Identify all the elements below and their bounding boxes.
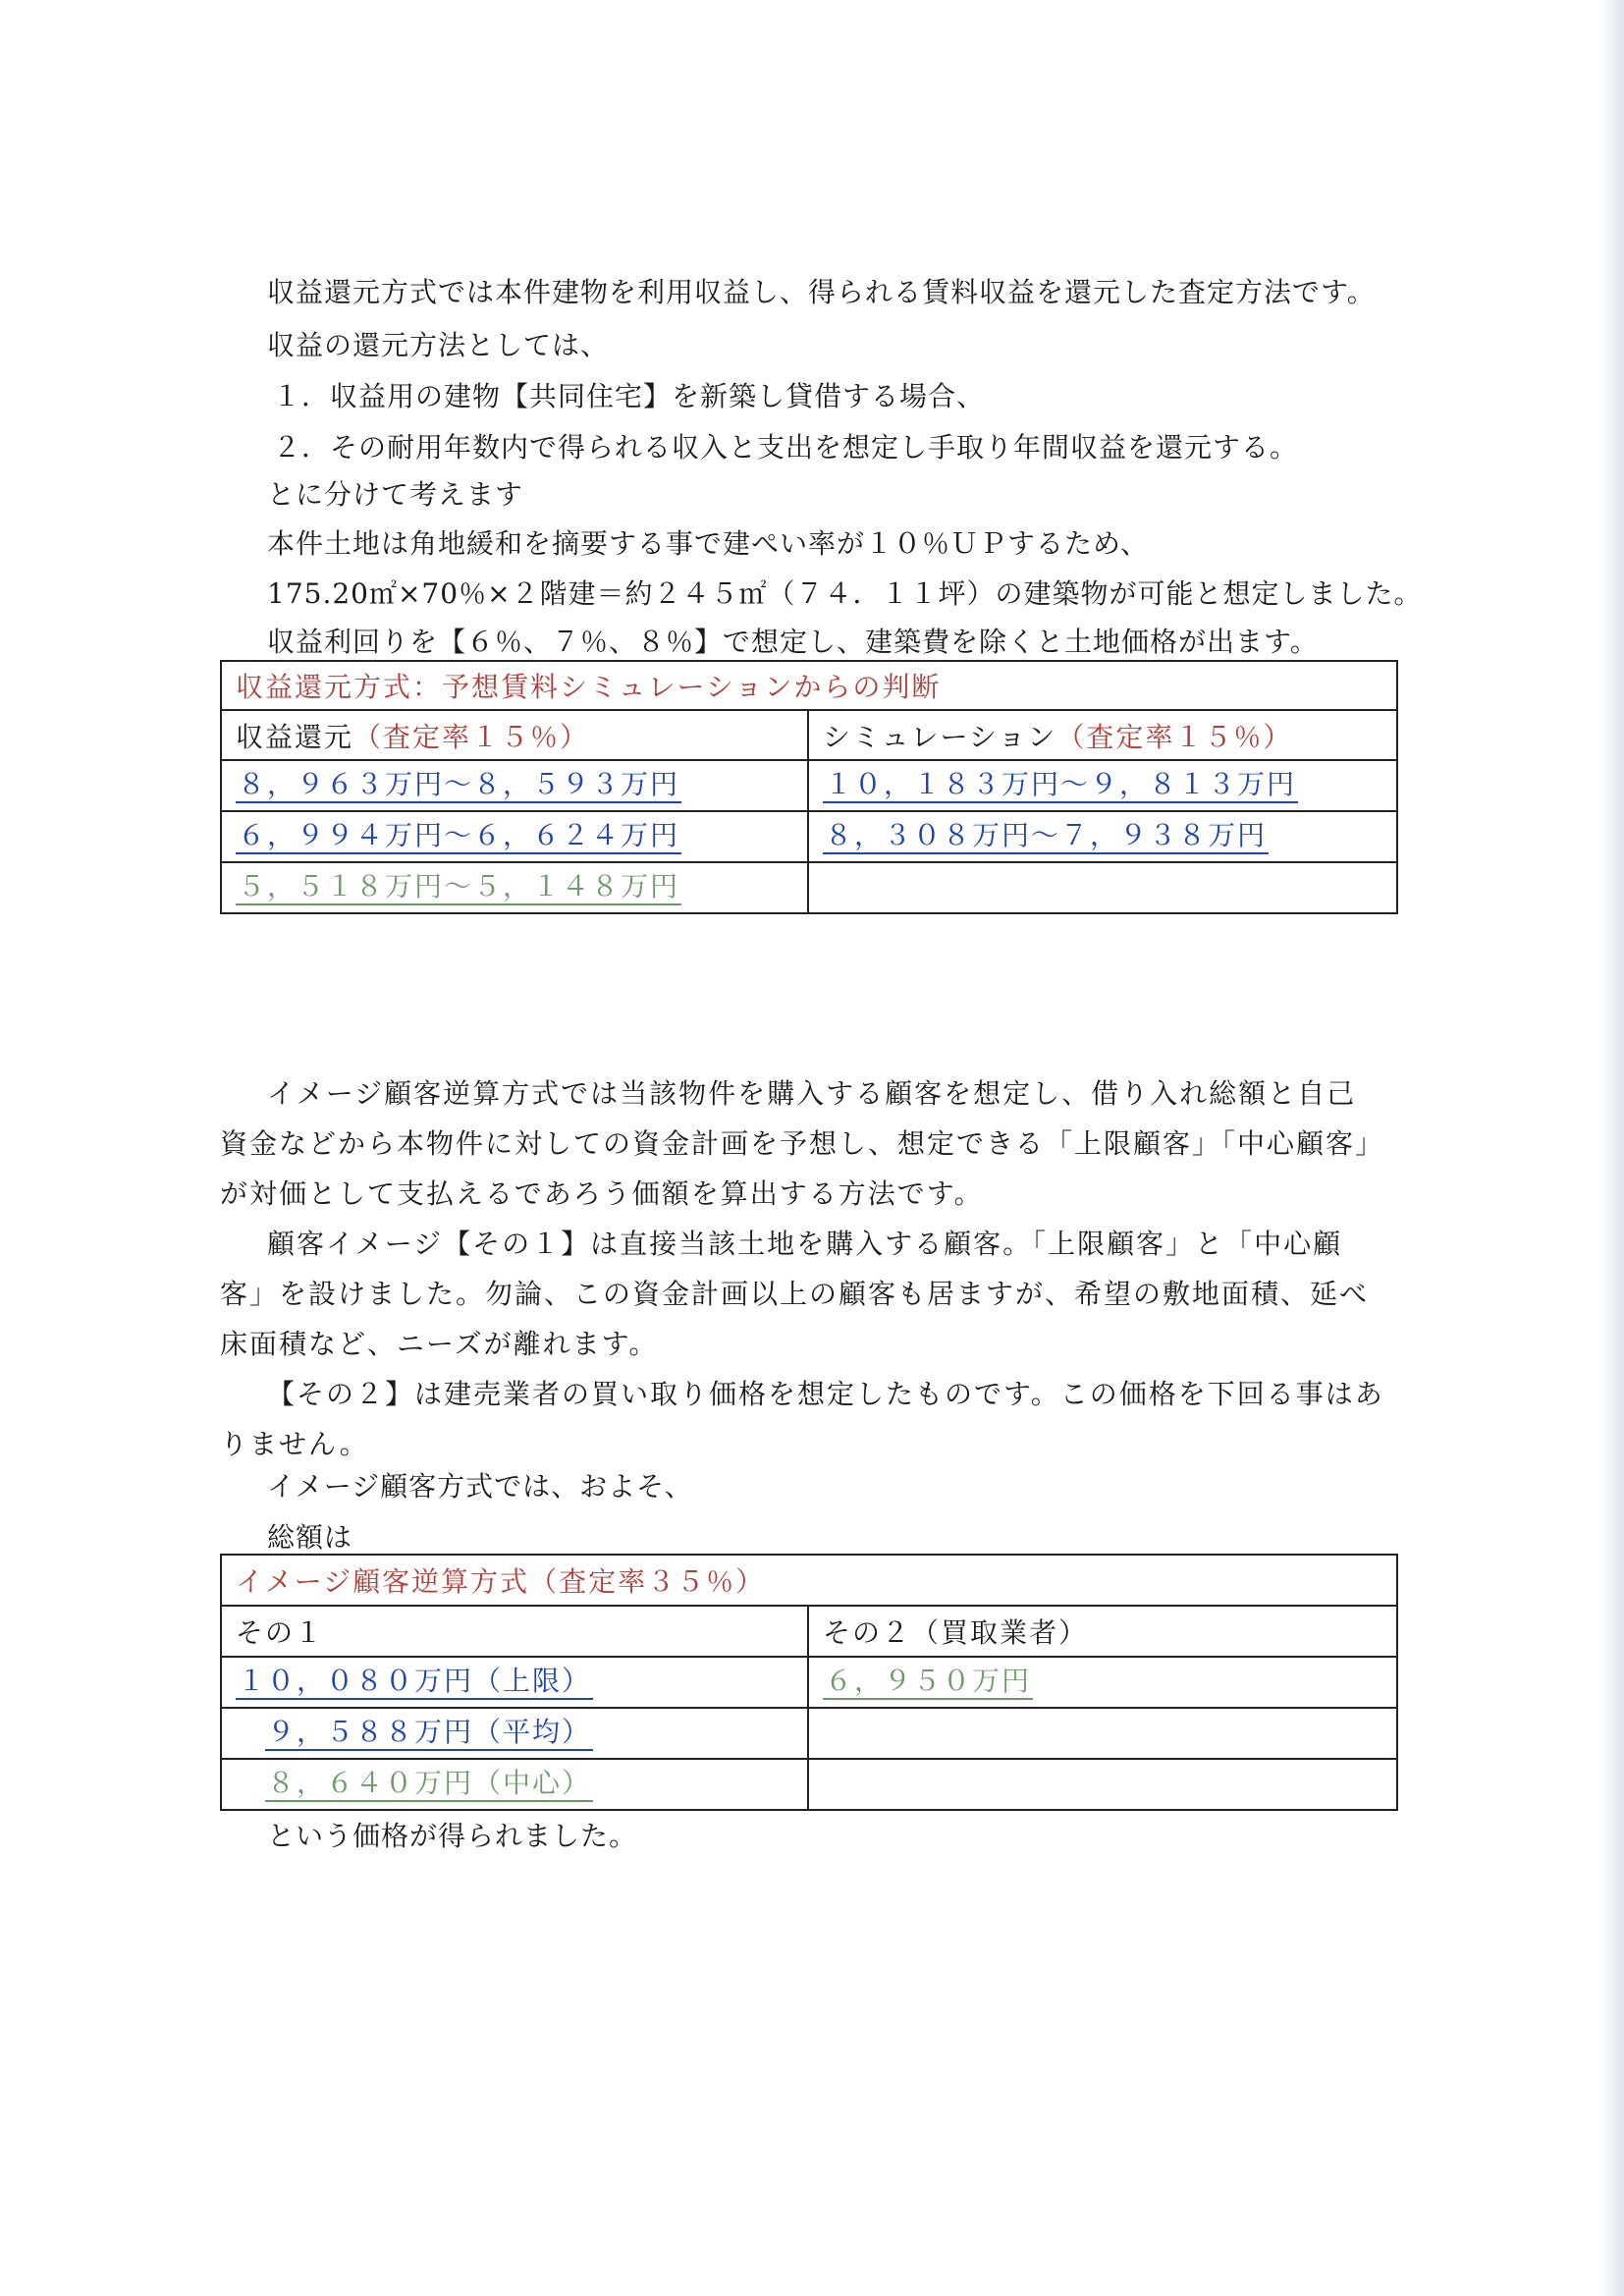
page-edge-shadow: [1598, 0, 1624, 2296]
body-line-5: 175.20㎡×70％×２階建＝約２４５㎡（７４．１１坪）の建築物が可能と想定しました。: [267, 577, 1423, 610]
table-header-income: [221, 710, 808, 760]
body-line-1: 収益還元方式では本件建物を利用収益し、得られる賃料収益を還元した査定方法です。: [267, 276, 1376, 308]
empty-cell: [808, 1708, 1397, 1759]
body-line-7: イメージ顧客方式では、およそ、: [267, 1470, 693, 1503]
body-line-3: とに分けて考えます: [267, 478, 524, 511]
table-header-customer-1: その１: [221, 1606, 808, 1657]
table-row: [221, 1708, 1397, 1759]
header-rate: （査定率１５％）: [1056, 720, 1293, 753]
customer-approach-table: [220, 1554, 1398, 1811]
list-item-1: １．収益用の建物【共同住宅】を新築し貸借する場合、: [273, 380, 986, 412]
empty-cell: [808, 1759, 1397, 1810]
header-label: 収益還元: [236, 720, 354, 753]
body-line-4: 本件土地は角地緩和を摘要する事で建ぺい率が１０％ＵＰするため、: [267, 527, 1149, 560]
value-cell: １０，１８３万円～９，８１３万円: [823, 768, 1298, 803]
table-header-customer-2: その２（買取業者）: [808, 1606, 1397, 1657]
list-item-2: ２．その耐用年数内で得られる収入と支出を想定し手取り年間収益を還元する。: [273, 431, 1299, 464]
header-rate: （査定率１５％）: [353, 720, 590, 753]
body-line-8: 総額は: [267, 1521, 353, 1554]
value-cell: ５，５１８万円～５，１４８万円: [236, 870, 681, 905]
value-cell: １０，０８０万円（上限）: [236, 1665, 593, 1700]
table-row: [221, 811, 1397, 862]
paragraph-1: イメージ顧客逆算方式では当該物件を購入する顧客を想定し、借り入れ総額と自己資金などから本物件に対しての資金計画を予想し、想定できる「上限顧客」「中心顧客」が対価として支払えるであろう価額を算出する方法です。: [220, 1077, 1385, 1210]
table-row: [221, 862, 1397, 913]
paragraph-2: 顧客イメージ【その１】は直接当該土地を購入する顧客。「上限顧客」と「中心顧客」を設けました。勿論、この資金計画以上の顧客も居ますが、希望の敷地面積、延べ床面積など、ニーズが離れます。: [220, 1228, 1370, 1360]
value-cell: ９，５８８万円（平均）: [265, 1716, 593, 1751]
paragraph-3: 【その２】は建売業者の買い取り価格を想定したものです。この価格を下回る事はありません。: [220, 1378, 1384, 1460]
body-line-6: 収益利回りを【６％、７％、８％】で想定し、建築費を除くと土地価格が出ます。: [267, 626, 1319, 658]
table-row: [221, 1657, 1397, 1708]
table-header-simulation: [808, 710, 1397, 760]
table-row: [221, 1759, 1397, 1810]
value-cell: ８，６４０万円（中心）: [265, 1767, 593, 1802]
value-cell: ６，９９４万円～６，６２４万円: [236, 819, 681, 854]
body-line-2: 収益の還元方法としては、: [267, 329, 610, 361]
table-row: [221, 760, 1397, 811]
value-cell: ８，３０８万円～７，９３８万円: [823, 819, 1269, 854]
income-approach-table: [220, 660, 1398, 914]
value-cell: ６，９５０万円: [823, 1665, 1033, 1700]
empty-cell: [808, 862, 1397, 913]
table-title: イメージ顧客逆算方式（査定率３５％）: [221, 1555, 1397, 1606]
header-label: シミュレーション: [823, 720, 1057, 753]
closing-line: という価格が得られました。: [267, 1820, 638, 1852]
value-cell: ８，９６３万円～８，５９３万円: [236, 768, 681, 803]
table-title: 収益還元方式：予想賃料シミュレーションからの判断: [221, 661, 1397, 710]
